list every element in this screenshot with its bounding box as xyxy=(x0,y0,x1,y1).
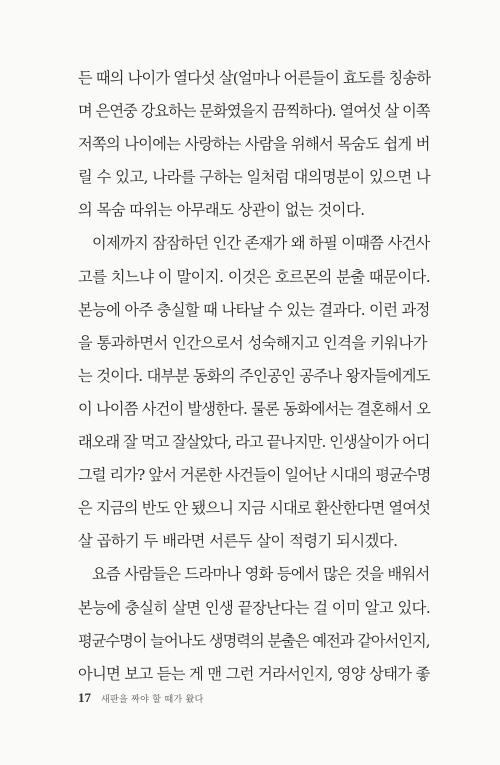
text-line: 릴 수 있고, 나라를 구하는 일처럼 대의명분이 있으면 나 xyxy=(78,168,431,187)
text-line: 이제까지 잠잠하던 인간 존재가 왜 하필 이때쯤 사건사 xyxy=(92,234,430,253)
text-line: 이 나이쯤 사건이 발생한다. 물론 동화에서는 결혼해서 오 xyxy=(78,399,431,418)
running-head: 새판을 짜야 할 때가 왔다 xyxy=(101,695,204,705)
text-line: 그럴 리가? 앞서 거론한 사건들이 일어난 시대의 평균수명 xyxy=(78,466,431,485)
text-line: 본능에 충실히 살면 인생 끝장난다는 걸 이미 알고 있다. xyxy=(78,598,431,617)
page-number: 17 xyxy=(78,690,91,705)
body-text xyxy=(78,62,430,691)
text-line: 본능에 아주 충실할 때 나타날 수 있는 결과다. 이런 과정 xyxy=(78,300,430,319)
text-line: 며 은연중 강요하는 문화였을지 끔찍하다). 열여섯 살 이쪽 xyxy=(78,102,430,121)
text-line: 아니면 보고 듣는 게 맨 그런 거라서인지, 영양 상태가 좋 xyxy=(78,664,430,683)
text-line: 래오래 잘 먹고 잘살았다, 라고 끝나지만. 인생살이가 어디 xyxy=(78,433,430,452)
text-line: 는 것이다. 대부분 동화의 주인공인 공주나 왕자들에게도 xyxy=(78,366,430,385)
text-line: 요즘 사람들은 드라마나 영화 등에서 많은 것을 배워서 xyxy=(92,565,430,584)
text-line: 을 통과하면서 인간으로서 성숙해지고 인격을 키워나가 xyxy=(78,333,427,352)
text-line: 살 곱하기 두 배라면 서른두 살이 적령기 되시겠다. xyxy=(78,532,398,551)
text-line: 든 때의 나이가 열다섯 살(얼마나 어른들이 효도를 칭송하 xyxy=(78,69,431,87)
text-line: 의 목숨 따위는 아무래도 상관이 없는 것이다. xyxy=(78,201,365,220)
text-line: 은 지금의 반도 안 됐으니 지금 시대로 환산한다면 열여섯 xyxy=(78,499,431,518)
page-footer xyxy=(78,690,204,706)
text-line: 평균수명이 늘어나도 생명력의 분출은 예전과 같아서인지, xyxy=(78,631,430,650)
text-line: 고를 치느냐 이 말이지. 이것은 호르몬의 분출 때문이다. xyxy=(78,267,431,286)
text-line: 저쪽의 나이에는 사랑하는 사람을 위해서 목숨도 쉽게 버 xyxy=(78,135,430,154)
